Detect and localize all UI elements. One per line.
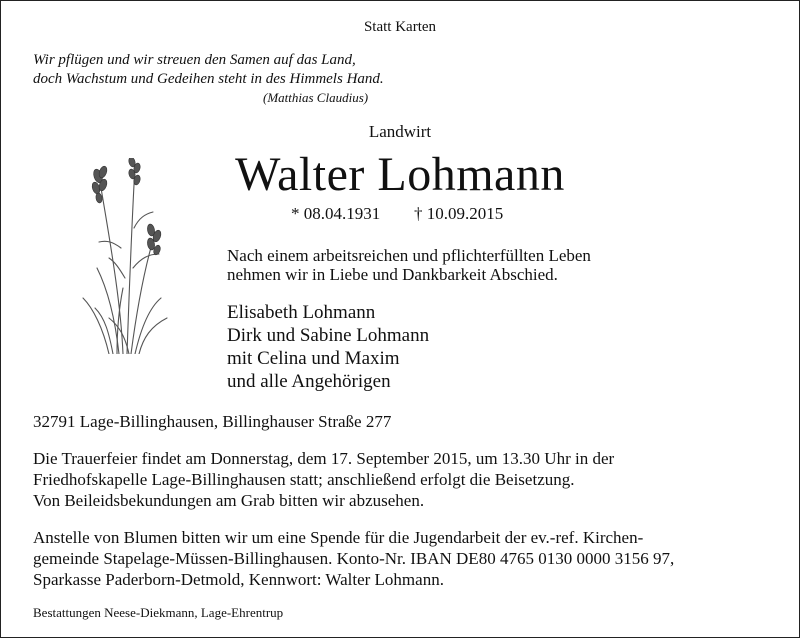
mourner-name: Elisabeth Lohmann <box>227 302 376 323</box>
quote-author: (Matthias Claudius) <box>263 90 369 105</box>
funeral-info-line-2: Friedhofskapelle Lage-Billinghausen statt; anschließend erfolgt die Beisetzung. <box>33 470 575 489</box>
funeral-info-line-1: Die Trauerfeier findet am Donnerstag, dem 17. September 2015, um 13.30 Uhr in der <box>33 449 615 468</box>
funeral-home: Bestattungen Neese-Diekmann, Lage-Ehrentrup <box>33 605 284 620</box>
funeral-info-line-3: Von Beileidsbekundungen am Grab bitten wir abzusehen. <box>33 491 425 510</box>
header-note: Statt Karten <box>363 19 437 35</box>
donation-line-3: Sparkasse Paderborn-Detmold, Kennwort: Walter Lohmann. <box>33 570 444 589</box>
farewell-line-2: nehmen wir in Liebe und Dankbarkeit Abschied. <box>227 265 558 284</box>
family-address: 32791 Lage-Billinghausen, Billinghauser Straße 277 <box>33 412 392 431</box>
mourner-name: mit Celina und Maxim <box>227 348 400 369</box>
death-date: † 10.09.2015 <box>414 204 504 223</box>
quote-line-1: Wir pflügen und wir streuen den Samen auf das Land, <box>33 52 356 68</box>
occupation: Landwirt <box>368 122 432 141</box>
donation-line-2: gemeinde Stapelage-Müssen-Billinghausen. Konto-Nr. IBAN DE80 4765 0130 0000 3156 97, <box>33 549 675 568</box>
farewell-line-1: Nach einem arbeitsreichen und pflichterfüllten Leben <box>227 246 591 265</box>
mourner-name: Dirk und Sabine Lohmann <box>227 325 430 346</box>
mourner-name: und alle Angehörigen <box>227 371 391 392</box>
birth-date: * 08.04.1931 <box>291 204 381 223</box>
donation-line-1: Anstelle von Blumen bitten wir um eine Spende für die Jugendarbeit der ev.-ref. Kirchen- <box>33 528 644 547</box>
deceased-name: Walter Lohmann <box>235 148 565 201</box>
quote-line-2: doch Wachstum und Gedeihen steht in des Himmels Hand. <box>33 71 384 87</box>
